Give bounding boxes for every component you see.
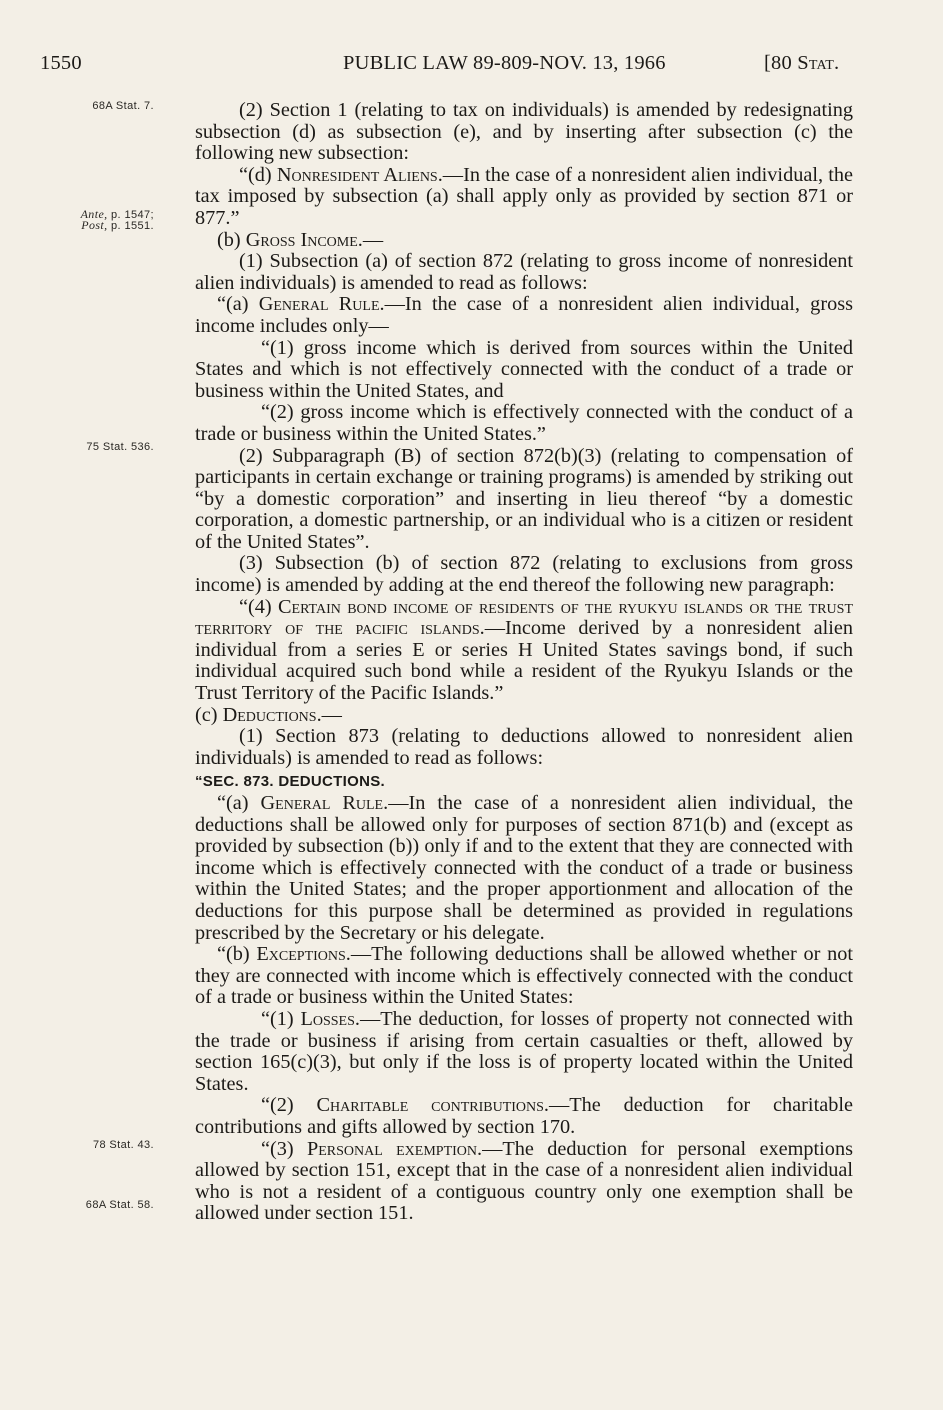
paragraph [195, 1095, 853, 1138]
paragraph: (2) Subparagraph (B) of section 872(b)(3) (relating to compensation of participants in certain exchange or training programs) is amended by striking out “by a domestic corporation” and inserting in lieu thereof “by a domestic corporation, a domestic partnership, or an individual who is a citizen or resident of the United States”. [195, 444, 853, 553]
margin-note-italic: Post, [81, 218, 108, 232]
margin-note-text: p. 1551. [107, 220, 154, 232]
paragraph-lead: “(a) [217, 792, 261, 814]
paragraph [195, 230, 853, 252]
paragraph-lead: “(4) [239, 595, 278, 618]
paragraph-heading: General Rule. [260, 792, 389, 814]
paragraph: “(1) gross income which is derived from sources within the United States and which is not effectively connected with the conduct of a trade or business within the United States, and [195, 336, 853, 402]
paragraph-text: — [362, 228, 384, 251]
paragraph-text: —The deduction, for losses of property not connected with the trade or business if arising from certain casualties or theft, allowed by section 165(c)(3), but only if the loss is of property located within the United States. [195, 1007, 853, 1095]
statute-reference [764, 52, 839, 75]
paragraph: (1) Section 873 (relating to deductions allowed to nonresident alien individuals) is amended to read as follows: [195, 725, 853, 769]
statute-word: Stat. [797, 52, 840, 74]
paragraph [195, 294, 853, 337]
paragraph-heading: Losses. [300, 1007, 360, 1030]
section-heading: “SEC. 873. DEDUCTIONS. [195, 773, 385, 791]
margin-note: 68A Stat. 7. [92, 100, 154, 112]
paragraph-heading: Personal exemption. [306, 1137, 483, 1160]
paragraph-text: —Income derived by a nonresident alien individual from a series E or series H United States savings bond, if such individual acquired such bond while a resident of the Ryukyu Islands or the Trust Territory of the Pacific Islands.” [195, 617, 853, 705]
margin-note-text: p. 1547; [107, 209, 154, 221]
paragraph [195, 705, 853, 727]
paragraph-heading: Nonresident Aliens. [276, 163, 443, 186]
paragraph-text: —The following deductions shall be allowed whether or not they are connected with income which is effectively connected with the conduct of a trade or business within the United States: [195, 943, 853, 1009]
paragraph-heading: Exceptions. [256, 943, 351, 966]
paragraph [195, 165, 853, 230]
margin-note: 68A Stat. 58. [85, 1199, 154, 1211]
paragraph-lead: “(a) [217, 293, 259, 316]
margin-note-italic: Ante, [80, 207, 108, 221]
paragraph-lead: “(b) [217, 943, 257, 966]
statute-bracket: [80 [764, 52, 798, 74]
body-text [195, 100, 853, 1225]
paragraph: “(2) gross income which is effectively connected with the conduct of a trade or business within the United States.” [195, 401, 853, 445]
paragraph: (2) Section 1 (relating to tax on individuals) is amended by redesignating subsection (d) as subsection (e), and by inserting after subsection (c) the following new subsection: [195, 99, 853, 165]
paragraph-text: —The deduction for personal exemptions allowed by section 151, except that in the case of a nonresident alien individual who is not a resident of a contiguous country only one exemption shall be allowed under section 151. [195, 1137, 853, 1225]
margin-note: 75 Stat. 536. [86, 441, 154, 453]
paragraph-lead: (c) [195, 703, 223, 726]
paragraph-lead: “(2) [261, 1094, 317, 1117]
running-title: PUBLIC LAW 89-809-NOV. 13, 1966 [343, 52, 666, 74]
paragraph [195, 793, 853, 944]
paragraph-text: —In the case of a nonresident alien individual, the deductions shall be allowed only for purposes of section 871(b) and (except as provided by subsection (b)) only if and to the extent that they are connected with income which is effectively connected with the conduct of a trade or business within the United States; and the proper apportionment and allocation of the deductions for this purpose shall be determined as provided in regulations prescribed by the Secretary or his delegate. [195, 792, 853, 944]
paragraph-heading: Gross Income. [245, 228, 363, 251]
margin-note: 78 Stat. 43. [92, 1139, 154, 1151]
paragraph-heading: Charitable contributions. [316, 1094, 549, 1117]
paragraph-text: — [321, 703, 342, 726]
page-number: 1550 [40, 52, 82, 74]
paragraph-heading: General Rule. [258, 293, 385, 316]
paragraph-lead: “(d) [239, 163, 277, 186]
margin-note [20, 219, 154, 232]
paragraph [195, 597, 853, 705]
paragraph-lead: (b) [217, 228, 246, 251]
paragraph-lead: “(1) [261, 1007, 301, 1030]
paragraph-text: —The deduction for charitable contributions and gifts allowed by section 170. [195, 1094, 853, 1138]
paragraph-text: —In the case of a nonresident alien individual, the tax imposed by subsection (a) shall apply only as provided by section 871 or 877.” [195, 163, 853, 229]
paragraph [195, 1139, 853, 1225]
paragraph-lead: “(3) [261, 1137, 307, 1160]
paragraph: (3) Subsection (b) of section 872 (relating to exclusions from gross income) is amended by adding at the end thereof the following new paragraph: [195, 552, 853, 597]
paragraph-heading: Deductions. [222, 703, 322, 726]
paragraph-heading: Certain bond income of residents of the ryukyu islands or the trust territory of the pacific islands. [195, 595, 853, 640]
paragraph: (1) Subsection (a) of section 872 (relating to gross income of nonresident alien individuals) is amended to read as follows: [195, 250, 853, 294]
paragraph [195, 1009, 853, 1095]
paragraph-text: —In the case of a nonresident alien individual, gross income includes only— [195, 293, 853, 337]
paragraph [195, 944, 853, 1009]
